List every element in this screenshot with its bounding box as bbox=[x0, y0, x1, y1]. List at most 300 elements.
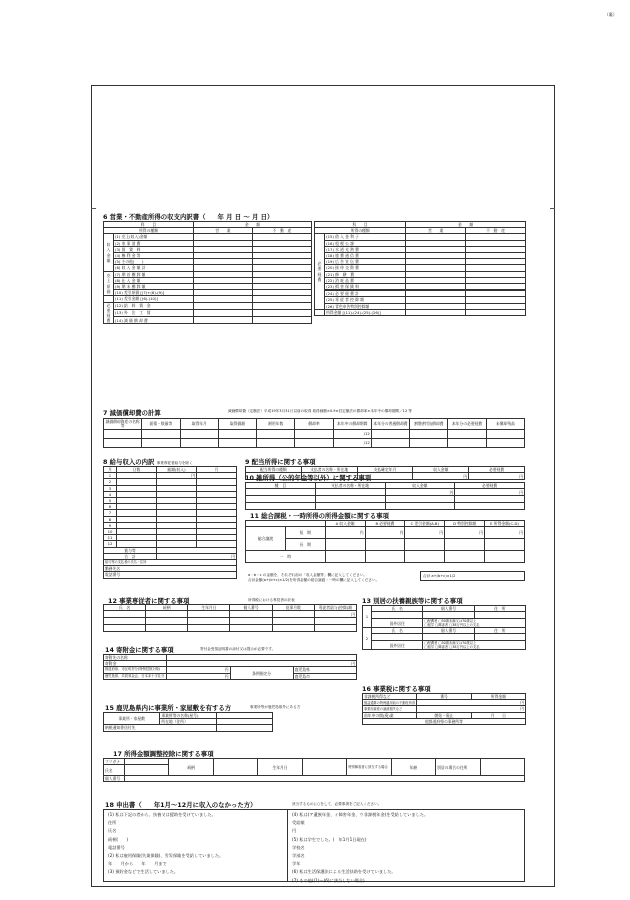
s6-left-table bbox=[103, 221, 312, 324]
s14-pref[interactable]: 円 bbox=[167, 667, 230, 673]
s6-row-label: (9) 期 末 棚 卸 額 bbox=[114, 284, 194, 290]
s9-header: 収入金額 bbox=[413, 467, 469, 473]
s14-amount[interactable]: 円 bbox=[167, 661, 357, 667]
table-row bbox=[363, 641, 526, 650]
s13-opt1[interactable]: □配偶者 □30歳未満又は70歳以上 bbox=[424, 619, 477, 624]
s7-cell[interactable] bbox=[104, 439, 142, 448]
s10-cell[interactable] bbox=[315, 503, 385, 510]
s18-right-item: (4) 私は(ア遺族年金、イ障害年金、ウ非課税年金)を受給していました。 bbox=[292, 812, 429, 817]
s17-id[interactable] bbox=[125, 776, 525, 782]
table-row bbox=[246, 539, 525, 551]
s11-header: E 所得金額(C-D) bbox=[485, 521, 525, 527]
s13-id[interactable] bbox=[423, 634, 474, 641]
s8-phone: 電話番号 bbox=[104, 572, 237, 578]
s15-title: 15 鹿児島県内に事業所・家屋敷を有する方 bbox=[105, 704, 232, 712]
s10-cell[interactable] bbox=[385, 503, 455, 510]
s11-cell[interactable] bbox=[445, 539, 485, 551]
s11-cell[interactable] bbox=[365, 539, 405, 551]
s7-cell[interactable] bbox=[486, 430, 524, 439]
s8-month: 2 bbox=[104, 479, 117, 485]
s7-cell[interactable] bbox=[257, 439, 295, 448]
s7-cell[interactable] bbox=[371, 430, 409, 439]
s17-table bbox=[103, 758, 525, 782]
s6-row-label: (24) 必 要 経 費 計 bbox=[325, 291, 406, 297]
s7-note: 減価償却費（定額法）平成19年3月31日以前の取得 取得価額×0.9×旧定額法の償却率×本年中の償却期間／12 等 bbox=[228, 409, 412, 413]
s7-cell[interactable] bbox=[410, 439, 448, 448]
table-row bbox=[104, 309, 312, 316]
s10-cell[interactable] bbox=[315, 489, 385, 496]
s6-amount-realestate[interactable] bbox=[466, 309, 526, 315]
s12-header: 専従者給与(控除)額 bbox=[314, 605, 356, 611]
s6-row-label: 所得金額 [(11)-(24)-(25)-(26)] bbox=[325, 309, 406, 315]
s6-col-business: 営 業 bbox=[194, 228, 253, 234]
s14-recipient-label: 寄附先の名称 bbox=[104, 655, 167, 661]
s12-cell[interactable] bbox=[104, 611, 146, 618]
s16-openclose-kind: 開始・廃止 bbox=[417, 712, 471, 718]
s18-sub: 該当するものに○をして、必要事項をご記入ください。 bbox=[292, 802, 382, 806]
s6-col-kind: 所得の種類 bbox=[104, 228, 194, 234]
s17-title: 17 所得金額調整控除に関する事項 bbox=[113, 750, 214, 758]
s12-cell[interactable] bbox=[146, 625, 188, 632]
s11-cell[interactable] bbox=[445, 551, 485, 563]
s8-month: 6 bbox=[104, 504, 117, 510]
s15-notice-label: 納税通知書送付先 bbox=[104, 725, 217, 731]
s6-row-label: (5) その他( ) bbox=[114, 259, 194, 265]
s7-fraction: /12 bbox=[333, 430, 371, 439]
s10-header: 必要経費 bbox=[455, 483, 525, 489]
s11-note1: a・b・c の金額を、それぞれ前の「収入金額等」欄に記入してください。 bbox=[248, 573, 368, 577]
s13-options bbox=[423, 641, 526, 650]
s7-title: 7 減価償却費の計算 bbox=[103, 409, 161, 417]
s12-sub: 所得税における専従者の計表 bbox=[248, 598, 295, 602]
s15-name-label: 事業所等の名称(屋号) bbox=[160, 713, 216, 719]
s13-index: 1 bbox=[363, 606, 372, 628]
s17-birth: 生年月日 bbox=[258, 759, 302, 776]
s13-index: 2 bbox=[363, 628, 372, 650]
table-row bbox=[363, 619, 526, 628]
table-row bbox=[104, 439, 525, 448]
table-row bbox=[104, 302, 312, 309]
s6-row-label: (22) 消 耗 品 費 bbox=[325, 277, 406, 283]
s12-header: 生年月日 bbox=[188, 605, 230, 611]
s11-header: A 収入金額 bbox=[325, 521, 365, 527]
s6-right-table bbox=[314, 221, 526, 316]
s6-row-label: (6) 収 入 金 額 計 bbox=[114, 265, 194, 271]
s11-header: C 差引金額(A-B) bbox=[405, 521, 445, 527]
s6-col-item: 科 目 bbox=[315, 222, 406, 228]
s13-opt1[interactable]: □配偶者 □30歳未満又は70歳以上 bbox=[424, 641, 477, 646]
table-row bbox=[104, 317, 312, 324]
s18-right-column bbox=[292, 812, 522, 886]
s16-realestate: 損益通算の特例適用前の不動産所得 bbox=[364, 700, 415, 705]
s9-header: 支払確定年月 bbox=[357, 467, 413, 473]
s16-other-prefs: 他都道府県の事務所等 bbox=[363, 718, 526, 724]
s12-cell[interactable] bbox=[146, 611, 188, 618]
s6-row-label: (25) 専 従 者 控 除 額 bbox=[325, 297, 406, 303]
s16-nontax: 非課税所得など bbox=[363, 694, 417, 700]
s12-cell[interactable] bbox=[146, 618, 188, 625]
s14-redcross-label: 鹿児島県、共同募金会、日本赤十字社分 bbox=[104, 673, 167, 679]
s8-month: 7 bbox=[104, 510, 117, 516]
s13-addr[interactable] bbox=[474, 634, 525, 641]
s8-month: 10 bbox=[104, 529, 117, 535]
s13-h-addr: 住 所 bbox=[474, 628, 525, 634]
s6-amount-business[interactable] bbox=[406, 309, 466, 315]
s12-cell[interactable] bbox=[314, 618, 356, 625]
s18-left-item: (1) 私は下記の者から、扶養又は援助を受けていました。 bbox=[108, 812, 216, 817]
s6-row-label: (3) 賃 貸 料 bbox=[114, 246, 194, 252]
s17-birth-val[interactable] bbox=[302, 759, 346, 776]
s10-cell[interactable]: 円 bbox=[455, 489, 525, 496]
s8-table bbox=[103, 466, 237, 579]
s6-row-label: (11) 差引金額 [(6)-(10)] bbox=[114, 296, 194, 302]
s11-cell[interactable] bbox=[405, 551, 445, 563]
s11-cell[interactable] bbox=[365, 551, 405, 563]
s9-header: 必要経費 bbox=[469, 467, 525, 473]
s6-row-label: (19) 広 告 宣 伝 費 bbox=[325, 259, 406, 265]
s8-employer-note: 給与等の支払者の氏名・住所 bbox=[104, 560, 237, 566]
s6-title: 6 営業・不動産所得の収支内訳書（ 年 月 日 ～ 月 日） bbox=[103, 213, 274, 221]
s7-cell[interactable] bbox=[448, 439, 486, 448]
s7-cell[interactable] bbox=[295, 439, 333, 448]
s6-row-label: (23) 損 害 保 険 料 bbox=[325, 284, 406, 290]
s6-row-label: (10) 差引原価 [(7)+(8)-(9)] bbox=[114, 290, 194, 296]
s11-row-label: 短 期 bbox=[285, 527, 325, 539]
s18-right-item: (6) 私は生活保護法による生活扶助を受けていました。 bbox=[292, 869, 396, 875]
table-row bbox=[104, 625, 357, 632]
s12-cell[interactable]: 円 bbox=[314, 611, 356, 618]
s7-cell[interactable] bbox=[180, 430, 218, 439]
s13-name[interactable] bbox=[372, 634, 423, 641]
table-row bbox=[104, 611, 357, 618]
s15-table bbox=[103, 712, 273, 732]
s11-cell[interactable] bbox=[405, 539, 445, 551]
s16-openclose-date: 月 日 bbox=[471, 712, 525, 718]
s7-header: 本年分の普通償却費 bbox=[371, 419, 409, 430]
s10-header: 収入金額 bbox=[385, 483, 455, 489]
table-row bbox=[363, 712, 526, 718]
s10-cell[interactable] bbox=[455, 496, 525, 503]
s12-cell[interactable] bbox=[104, 625, 146, 632]
s13-table bbox=[362, 605, 526, 650]
s11-cell[interactable] bbox=[485, 551, 525, 563]
s8-month: 4 bbox=[104, 491, 117, 497]
s12-header: 氏 名 bbox=[104, 605, 146, 611]
s6-group-income: 収入金額 bbox=[104, 234, 114, 271]
s16-number: 番号 bbox=[417, 694, 471, 700]
s6-col-amount: 金 額 bbox=[194, 222, 312, 228]
s11-cell[interactable]: 円 bbox=[485, 527, 525, 539]
table-row bbox=[363, 634, 526, 641]
table-row bbox=[315, 309, 526, 315]
s17-separate: 別居の場合の住所 bbox=[436, 759, 480, 776]
s12-cell[interactable] bbox=[230, 611, 272, 618]
s9-cell[interactable]: 円 bbox=[469, 473, 525, 480]
s11-table bbox=[245, 520, 525, 563]
s6-row-label: (13) 外 注 工 賃 bbox=[114, 309, 194, 316]
s13-h-id: 個人番号 bbox=[423, 606, 474, 612]
s6-col-kind: 所得の種類 bbox=[315, 228, 406, 234]
s10-cell[interactable] bbox=[246, 496, 316, 503]
table-row bbox=[246, 503, 525, 510]
s6-amount-business[interactable] bbox=[194, 309, 253, 316]
s12-cell[interactable] bbox=[272, 618, 314, 625]
s12-header: 従事月数 bbox=[272, 605, 314, 611]
s17-relation: 続柄 bbox=[169, 759, 213, 776]
s7-cell[interactable] bbox=[257, 430, 295, 439]
s16-realestate-val[interactable]: 円 bbox=[417, 700, 526, 706]
s13-title: 13 別居の扶養親族等に関する事項 bbox=[362, 597, 463, 605]
s8-total-val: 円 bbox=[157, 553, 237, 559]
s18-right-item: 円 bbox=[292, 828, 297, 834]
s7-cell[interactable] bbox=[142, 439, 180, 448]
s11-cell[interactable] bbox=[325, 551, 365, 563]
s15-group: 事業所・家屋敷 bbox=[104, 713, 160, 725]
s11-cell[interactable]: 円 bbox=[365, 527, 405, 539]
s7-cell[interactable] bbox=[142, 430, 180, 439]
s14-pref-label: 都道府県、市区町村分(特例控除対象) bbox=[104, 667, 167, 673]
s7-cell[interactable] bbox=[218, 439, 256, 448]
s14-sub: 寄付金受領証明書の添付又は提示が必要です。 bbox=[200, 647, 276, 651]
s7-cell[interactable] bbox=[295, 430, 333, 439]
s10-cell[interactable] bbox=[385, 496, 455, 503]
s12-cell[interactable] bbox=[104, 618, 146, 625]
s12-header: 個人番号 bbox=[230, 605, 272, 611]
s18-left-item: (2) 私は雇用保険(失業保険)、労災保険を受給していました。 bbox=[108, 852, 224, 858]
s8-amount[interactable]: 円 bbox=[157, 473, 197, 479]
s7-header: 本年分の必要経費 bbox=[448, 419, 486, 430]
s14-table bbox=[103, 654, 357, 680]
s8-title: 8 給与収入の内訳 事業専従者給与を除く bbox=[103, 458, 193, 466]
s7-cell[interactable] bbox=[410, 430, 448, 439]
s17-age: 年齢 bbox=[391, 759, 435, 776]
s18-left-item: 年 月から 年 月まで bbox=[108, 861, 167, 867]
s14-ordinance: 条例指定分 bbox=[230, 667, 293, 679]
s13-h-addr: 住 所 bbox=[474, 606, 525, 612]
s6-row-label: (26) 青色申告特別控除額 bbox=[325, 303, 406, 309]
s6-amount-business[interactable] bbox=[194, 302, 253, 309]
s7-cell[interactable] bbox=[218, 430, 256, 439]
s10-cell[interactable] bbox=[315, 496, 385, 503]
s6-group-wages: 必要経費 bbox=[104, 302, 114, 324]
s16-loss: 事業用資産の譲渡損失など bbox=[363, 706, 417, 712]
fold-mark-left bbox=[91, 208, 96, 209]
s8-h-month: 月 bbox=[104, 467, 117, 473]
s14-kagoshima-city: 鹿児島市 bbox=[293, 673, 356, 679]
s13-id[interactable] bbox=[423, 612, 474, 619]
s15-addr-label: 所在地（住所） bbox=[160, 719, 216, 725]
s8-total: 合 計 bbox=[104, 553, 157, 559]
s18-right-item: 学年 bbox=[292, 861, 301, 867]
s7-header: 面積・数量等 bbox=[142, 419, 180, 430]
s7-cell[interactable] bbox=[104, 430, 142, 439]
s10-cell[interactable] bbox=[246, 503, 316, 510]
s17-relation-val[interactable] bbox=[213, 759, 257, 776]
s11-cell[interactable] bbox=[485, 539, 525, 551]
s18-right-item: 受給額 bbox=[292, 820, 305, 826]
s7-cell[interactable] bbox=[180, 439, 218, 448]
s17-name-label: 氏名 bbox=[104, 765, 125, 776]
s7-fraction: /12 bbox=[333, 439, 371, 448]
s15-sub: 事業所等が鹿児島県外にある方 bbox=[250, 705, 301, 709]
s18-title: 18 申出書（ 年1月～12月に収入のなかった方） bbox=[105, 801, 257, 809]
s18-left-item: 氏名 bbox=[108, 828, 117, 834]
s11-row-label: 一 時 bbox=[246, 551, 326, 563]
s12-cell[interactable] bbox=[188, 611, 230, 618]
s14-title: 14 寄附金に関する事項 bbox=[105, 646, 174, 654]
s13-options bbox=[423, 619, 526, 628]
s18-left-item: 住所 bbox=[108, 820, 117, 826]
s13-abroad: 国外居住 bbox=[372, 619, 423, 628]
s6-amount-realestate[interactable] bbox=[253, 309, 312, 316]
s14-amount-label: 寄附金 bbox=[104, 661, 167, 667]
s7-header: 減価償却資産の名称等 bbox=[104, 419, 142, 430]
s8-month: 11 bbox=[104, 535, 117, 541]
s13-addr[interactable] bbox=[474, 612, 525, 619]
s6-row-label: (12) 給 料 賃 金 bbox=[114, 302, 194, 309]
s8-h-days: 日数 bbox=[117, 467, 157, 473]
s11-row-group: 総合譲渡 bbox=[246, 527, 286, 551]
s10-header: 種 目 bbox=[246, 483, 316, 489]
s12-table bbox=[103, 604, 357, 632]
s13-h-name: 氏 名 bbox=[372, 606, 423, 612]
s10-cell[interactable] bbox=[246, 489, 316, 496]
s18-right-item: (7) その他((1)～(6)に該当しない場合) bbox=[292, 877, 365, 883]
s12-cell[interactable] bbox=[272, 611, 314, 618]
s7-cell[interactable] bbox=[486, 439, 524, 448]
s11-header: D 特別控除額 bbox=[445, 521, 485, 527]
s7-header: 取得価額 bbox=[218, 419, 256, 430]
s14-kagoshima-pref: 鹿児島県 bbox=[293, 667, 356, 673]
s8-month: 12 bbox=[104, 541, 117, 547]
s18-left-column bbox=[108, 812, 288, 878]
s8-month: 3 bbox=[104, 485, 117, 491]
s7-cell[interactable] bbox=[371, 439, 409, 448]
s6-row-label: (20) 接 待 交 際 費 bbox=[325, 265, 406, 271]
s12-title: 12 事業専従者に関する事項 bbox=[108, 597, 190, 605]
table-row bbox=[246, 527, 525, 539]
s12-cell[interactable] bbox=[230, 618, 272, 625]
s12-cell[interactable] bbox=[188, 625, 230, 632]
s17-separate-val[interactable] bbox=[480, 759, 525, 776]
table-row bbox=[104, 572, 237, 578]
s6-amount-business[interactable] bbox=[194, 317, 253, 324]
s6-col-business: 営 業 bbox=[406, 228, 466, 234]
s11-row-label: 長 期 bbox=[285, 539, 325, 551]
s6-row-label: (1) 売上(収入)金額 bbox=[114, 234, 194, 240]
s6-col-realestate: 不 動 産 bbox=[253, 228, 312, 234]
s18-right-item: 学校名 bbox=[292, 844, 305, 850]
s7-header: 取得年月 bbox=[180, 419, 218, 430]
table-row bbox=[246, 489, 525, 496]
s13-opt2[interactable]: □留学 □障害者 □38万円以上の支払 bbox=[424, 623, 480, 628]
s7-header: 償却率 bbox=[295, 419, 333, 430]
s16-loss-val[interactable]: 円 bbox=[417, 706, 526, 712]
s6-row-label: (16) 租 税 公 課 bbox=[325, 240, 406, 246]
s6-group-blank bbox=[315, 309, 325, 315]
s6-row-label: (14) 減 価 償 却 費 bbox=[114, 317, 194, 324]
s10-table bbox=[245, 482, 525, 510]
s7-header: 未償却残高 bbox=[486, 419, 524, 430]
s8-month: 9 bbox=[104, 522, 117, 528]
table-row bbox=[104, 725, 273, 731]
s6-group-expenses: 必要経費 bbox=[315, 234, 325, 309]
s11-formula-box: 合計 a+(b+c)×1/2 bbox=[420, 571, 525, 581]
table-row bbox=[363, 718, 526, 724]
s15-notice[interactable] bbox=[216, 725, 272, 731]
s6-row-label: (4) 権 利 金 等 bbox=[114, 253, 194, 259]
s8-month: 8 bbox=[104, 516, 117, 522]
s6-row-label: (17) 水 道 光 熱 費 bbox=[325, 246, 406, 252]
s13-h-id: 個人番号 bbox=[423, 628, 474, 634]
s6-row-label: (15) 借 入 金 利 子 bbox=[325, 234, 406, 240]
s6-row-label: (18) 旅 費 通 信 費 bbox=[325, 253, 406, 259]
s6-amount-realestate[interactable] bbox=[253, 302, 312, 309]
s6-group-cogs: 売上原価 bbox=[104, 271, 114, 296]
s6-amount-realestate[interactable] bbox=[253, 317, 312, 324]
s18-left-item: 続柄( ) bbox=[108, 836, 129, 842]
table-row bbox=[363, 612, 526, 619]
s17-furigana-label: フリガナ bbox=[104, 759, 125, 765]
s10-title: 10 雑所得（公的年金等以外）に関する事項 bbox=[245, 474, 372, 482]
s13-opt2[interactable]: □留学 □障害者 □38万円以上の支払 bbox=[424, 645, 480, 650]
s7-cell[interactable] bbox=[448, 430, 486, 439]
s7-header: 本年中の償却期間 bbox=[333, 419, 371, 430]
s9-header: 支払者の名称・所在地 bbox=[301, 467, 357, 473]
table-row bbox=[246, 551, 525, 563]
s17-special: 特別障害者に該当する場合 bbox=[347, 759, 391, 776]
s11-cell[interactable]: 円 bbox=[405, 527, 445, 539]
s12-cell[interactable] bbox=[230, 625, 272, 632]
s18-right-item: (5) 私は学生でした。( 年1月1日現在) bbox=[292, 836, 367, 842]
s9-cell[interactable]: 円 bbox=[413, 473, 469, 480]
s9-title: 9 配当所得に関する事項 bbox=[245, 458, 316, 466]
s11-note2: 合計金額(a+(b+c)×1/2)を所得金額の総合譲渡・一時の欄に記入してください。 bbox=[248, 578, 380, 582]
s14-redcross[interactable]: 円 bbox=[167, 673, 230, 679]
s7-table bbox=[103, 418, 525, 448]
s12-cell[interactable] bbox=[314, 625, 356, 632]
s13-abroad: 国外居住 bbox=[372, 641, 423, 650]
s12-cell[interactable] bbox=[272, 625, 314, 632]
s11-cell[interactable]: 円 bbox=[325, 527, 365, 539]
s16-title: 16 事業税に関する事項 bbox=[362, 685, 431, 693]
s10-cell[interactable]: 円 bbox=[385, 489, 455, 496]
s10-header: 支払者の名称・所在地 bbox=[315, 483, 385, 489]
s12-cell[interactable] bbox=[188, 618, 230, 625]
s16-table bbox=[362, 693, 526, 725]
s16-openclose: 前年中の開(廃)業 bbox=[363, 712, 417, 718]
s11-cell[interactable] bbox=[325, 539, 365, 551]
s10-cell[interactable] bbox=[455, 503, 525, 510]
s13-name[interactable] bbox=[372, 612, 423, 619]
s6-col-item: 科 目 bbox=[104, 222, 194, 228]
fold-mark-right bbox=[550, 208, 555, 209]
page-side-label: （裏） bbox=[604, 12, 617, 17]
s17-name[interactable] bbox=[125, 765, 169, 776]
s18-right-item: 学部名 bbox=[292, 852, 305, 858]
table-row bbox=[246, 496, 525, 503]
table-row bbox=[104, 618, 357, 625]
s11-cell[interactable]: 円 bbox=[445, 527, 485, 539]
s6-col-amount: 金 額 bbox=[406, 222, 526, 228]
s8-employer-name: 勤務先名 bbox=[104, 566, 237, 572]
s16-income: 所得金額 bbox=[471, 694, 525, 700]
table-row bbox=[363, 694, 526, 700]
s12-header: 続柄 bbox=[146, 605, 188, 611]
table-row bbox=[104, 419, 525, 430]
s11-title: 11 総合課税・一時所得の所得金額に関する事項 bbox=[250, 512, 389, 520]
s18-left-item: (3) 預貯金などで生活していました。 bbox=[108, 869, 179, 875]
